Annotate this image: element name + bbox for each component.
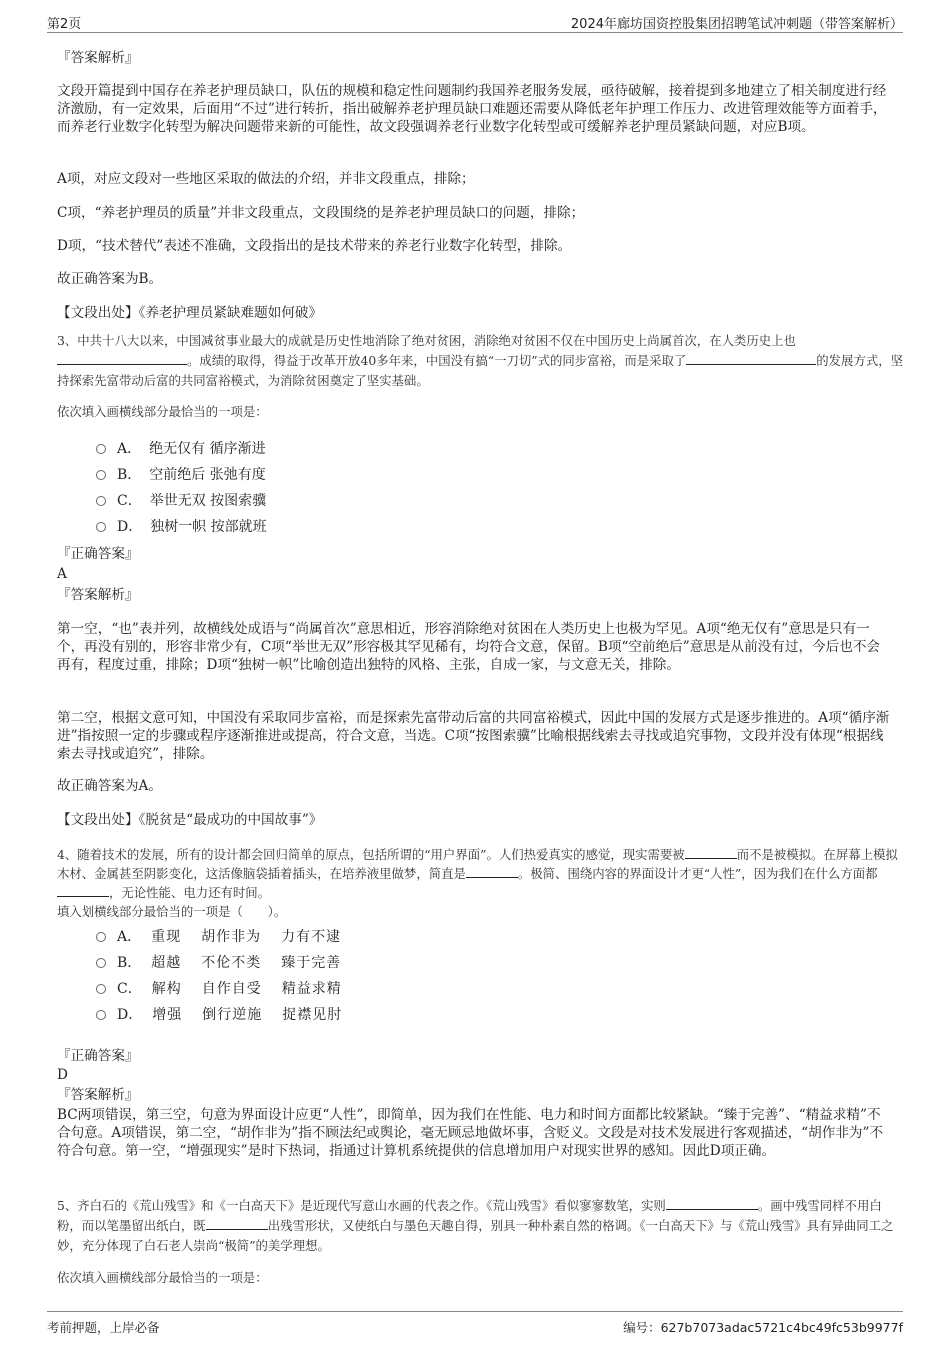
radio-icon[interactable] [96, 958, 106, 968]
q3-conclusion: 故正确答案为A。 [57, 778, 162, 794]
q4-instruction: 填入划横线部分最恰当的一项是（ ）。 [57, 904, 287, 919]
q3-stem-part-1: 3、中共十八大以来，中国减贫事业最大的成就是历史性地消除了绝对贫困，消除绝对贫困不仅在中国历史上尚属首次，在人类历史上也 [57, 333, 796, 348]
fill-blank [57, 884, 109, 897]
q5-stem: 5、齐白石的《荒山残雪》和《一白高天下》是近现代写意山水画的代表之作。《荒山残雪》看似寥寥数笔，实则 。画中残雪同样不用白粉，而以笔墨留出纸白，既 出残雪形状，又使纸白与墨色天趣自得，别具一种朴素自然的格调。《一白高天下》与《荒山残雪》具有异曲同工之妙，充分体现了白石老人崇尚“极简”的美学理想。 [57, 1198, 894, 1253]
q2-conclusion: 故正确答案为B。 [57, 271, 163, 287]
footer-motto: 考前押题，上岸必备 [47, 1320, 160, 1335]
q4-analysis-heading: 『答案解析』 [57, 1087, 139, 1103]
q3-analysis-paragraph-1: 第一空，“也”表并列，故横线处成语与“尚属首次”意思相近，形容消除绝对贫困在人类历史上也极为罕见。A项“绝无仅有”意思是只有一个，再没有别的，形容非常少有，C项“举世无双”形容极其罕见稀有，均符合文意，保留。B项“空前绝后”意思是从前没有过，今后也不会再有，程度过重，排除；D项“独树一帜”比喻创造出独特的风格、主张，自成一家，与文意无关，排除。 [57, 621, 881, 673]
q3-source: 【文段出处】《脱贫是“最成功的中国故事”》 [57, 812, 323, 828]
page-footer [47, 1311, 903, 1338]
q2-source: 【文段出处】《养老护理员紧缺难题如何破》 [57, 305, 323, 321]
q4-option-a[interactable]: A． 重现 胡作非为 力有不逮 [96, 926, 342, 952]
q3-answer-heading: 『正确答案』 [57, 546, 139, 562]
q2-analysis-option-c: C项，“养老护理员的质量”并非文段重点，文段围绕的是养老护理员缺口的问题，排除； [57, 205, 585, 221]
q3-analysis-paragraph-2: 第二空，根据文意可知，中国没有采取同步富裕，而是探索先富带动后富的共同富裕模式，因此中国的发展方式是逐步推进的。A项“循序渐进”指按照一定的步骤或程序逐渐推进或提高，符合文意，当选。C项“按图索骥”比喻根据线索去寻找或追究事物，文段并没有体现“根据线索去寻找或追究”，排除。 [57, 710, 890, 762]
radio-icon[interactable] [96, 522, 106, 532]
q3-stem-part-2: 。成绩的取得，得益于改革开放40多年来，中国没有搞“一刀切”式的同步富裕，而是采取了 [187, 353, 687, 368]
radio-icon[interactable] [96, 984, 106, 994]
q4-stem: 4、随着技术的发展，所有的设计都会回归简单的原点，包括所谓的“用户界面”。人们热爱真实的感觉，现实需要被 而不是被模拟。在屏幕上模拟木材、金属甚至阴影变化，这活像脑袋插着插头，在培养液里做梦，简直是 。极简、围绕内容的界面设计才更“人性”，因为我们在什么方面都，无论性能、电力还有时间。 [57, 847, 898, 900]
q3-answer: A [57, 566, 67, 582]
page-number: 第2页 [47, 17, 82, 32]
q4-option-c[interactable]: C． 解构 自作自受 精益求精 [96, 978, 342, 1004]
radio-icon[interactable] [96, 1010, 106, 1020]
radio-icon[interactable] [96, 470, 106, 480]
page-header [47, 10, 903, 33]
radio-icon[interactable] [96, 444, 106, 454]
fill-blank [685, 846, 737, 859]
q3-option-c[interactable]: C． 举世无双 按图索骥 [96, 490, 267, 516]
q4-analysis-paragraph: BC两项错误，第三空，句意为界面设计应更“人性”，即简单，因为我们在性能、电力和时间方面都比较紧缺。“臻于完善”、“精益求精”不合句意。A项错误，第二空，“胡作非为”指不顾法纪或舆论，毫无顾忌地做坏事，含贬义。文段是对技术发展进行客观描述，“胡作非为”不符合句意。第一空，“增强现实”是时下热词，指通过计算机系统提供的信息增加用户对现实世界的感知。因此D项正确。 [57, 1107, 884, 1159]
q3-analysis-heading: 『答案解析』 [57, 587, 139, 603]
q3-instruction: 依次填入画横线部分最恰当的一项是： [57, 404, 268, 419]
radio-icon[interactable] [96, 496, 106, 506]
q2-analysis-option-d: D项，“技术替代”表述不准确，文段指出的是技术带来的养老行业数字化转型，排除。 [57, 238, 572, 254]
q4-option-d[interactable]: D． 增强 倒行逆施 捉襟见肘 [96, 1004, 342, 1030]
q3-option-d[interactable]: D． 独树一帜 按部就班 [96, 516, 267, 542]
radio-icon[interactable] [96, 932, 106, 942]
q3-stem [57, 331, 903, 391]
q2-analysis-option-a: A项，对应文段对一些地区采取的做法的介绍，并非文段重点，排除； [57, 171, 475, 187]
q4-option-b[interactable]: B． 超越 不伦不类 臻于完善 [96, 952, 342, 978]
q5-instruction: 依次填入画横线部分最恰当的一项是： [57, 1270, 268, 1285]
fill-blank [686, 352, 816, 365]
document-title: 2024年廊坊国资控股集团招聘笔试冲刺题（带答案解析） [570, 17, 903, 32]
fill-blank [57, 352, 187, 365]
q2-analysis-heading: 『答案解析』 [57, 50, 139, 66]
q4-answer-heading: 『正确答案』 [57, 1048, 139, 1064]
fill-blank [206, 1217, 268, 1230]
fill-blank [466, 865, 518, 878]
q2-analysis-paragraph: 文段开篇提到中国存在养老护理员缺口，队伍的规模和稳定性问题制约我国养老服务发展，亟待破解，接着提到多地建立了相关制度进行经济激励，有一定效果，后面用“不过”进行转折，指出破解养老护理员缺口难题还需要从降低老年护理工作压力、改进管理效能等方面着手，而养老行业数字化转型为解决问题带来新的可能性，故文段强调养老行业数字化转型或可缓解养老护理员紧缺问题，对应B项。 [57, 83, 887, 135]
fill-blank [666, 1197, 758, 1210]
q4-options [96, 926, 342, 1030]
q3-options [96, 438, 267, 542]
document-code: 编号：627b7073adac5721c4bc49fc53b9977f [623, 1320, 903, 1335]
q4-answer: D [57, 1067, 68, 1083]
q3-stem-part-3: 的发展方式，坚持探索先富带动后富的共同富裕模式，为消除贫困奠定了坚实基础。 [57, 353, 904, 388]
q3-option-a[interactable]: A． 绝无仅有 循序渐进 [96, 438, 267, 464]
q3-option-b[interactable]: B． 空前绝后 张弛有度 [96, 464, 267, 490]
